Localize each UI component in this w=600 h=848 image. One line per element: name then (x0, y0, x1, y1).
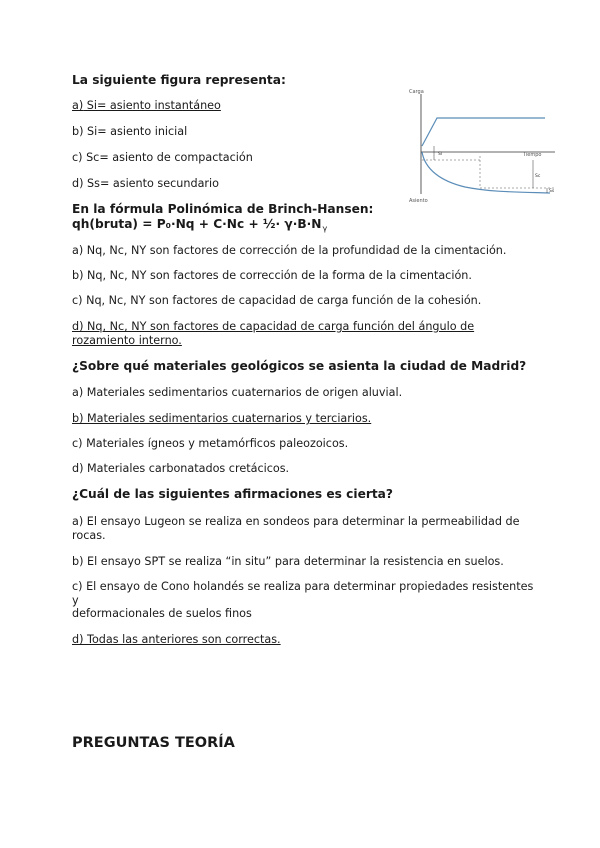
q4-option-a-line1: a) El ensayo Lugeon se realiza en sondeos para determinar la permeabilidad de (72, 515, 520, 528)
settlement-curve (422, 152, 550, 193)
q3-option-c: c) Materiales ígneos y metamórficos paleozoicos. (72, 437, 349, 450)
figure-x-label: Tiempo (523, 152, 542, 158)
si-label: Si (438, 152, 443, 157)
q4-option-c-line2: y (72, 594, 79, 607)
figure-bottom-label: Asiento (409, 198, 428, 204)
settlement-figure (405, 84, 560, 209)
q4-option-a-line2: rocas. (72, 529, 106, 542)
q4-title: ¿Cuál de las siguientes afirmaciones es cierta? (72, 487, 393, 501)
q4-option-c-line1: c) El ensayo de Cono holandés se realiza para determinar propiedades resistentes (72, 580, 534, 593)
q4-option-d: d) Todas las anteriores son correctas. (72, 633, 281, 646)
q2-formula-subscript: γ (322, 224, 328, 233)
q3-option-a: a) Materiales sedimentarios cuaternarios de origen aluvial. (72, 386, 403, 399)
q2-option-d-line1: d) Nq, Nc, NY son factores de capacidad de carga función del ángulo de (72, 320, 475, 333)
q3-option-d: d) Materiales carbonatados cretácicos. (72, 462, 290, 475)
q3-option-b: b) Materiales sedimentarios cuaternarios y terciarios. (72, 412, 372, 425)
figure-y-label: Carga (409, 89, 424, 95)
q1-option-a-prefix: a) (72, 99, 84, 112)
q3-title: ¿Sobre qué materiales geológicos se asienta la ciudad de Madrid? (72, 359, 527, 373)
q2-option-c: c) Nq, Nc, NY son factores de capacidad de carga función de la cohesión. (72, 294, 482, 307)
q1-option-c: c) Sc= asiento de compactación (72, 151, 253, 164)
q1-option-b: b) Si= asiento inicial (72, 125, 188, 138)
q2-title-line1: En la fórmula Polinómica de Brinch-Hansen: (72, 202, 374, 216)
q2-title-line2 (72, 218, 327, 235)
q4-option-c-line3: deformacionales de suelos finos (72, 607, 252, 620)
q4-option-b: b) El ensayo SPT se realiza “in situ” para determinar la resistencia en suelos. (72, 555, 504, 568)
load-curve (422, 118, 545, 146)
q1-option-a-text: Si= asiento instantáneo (83, 99, 221, 112)
q1-option-d: d) Ss= asiento secundario (72, 177, 219, 190)
q1-title: La siguiente figura representa: (72, 73, 286, 87)
section-heading: PREGUNTAS TEORÍA (72, 735, 235, 751)
sc-label: Sc (535, 174, 541, 179)
q2-option-a: a) Nq, Nc, NY son factores de corrección de la profundidad de la cimentación. (72, 244, 507, 257)
q2-formula: qh(bruta) = P₀·Nq + C·Nc + ½· γ·B·N (72, 217, 322, 231)
q2-option-b: b) Nq, Nc, NY son factores de corrección de la forma de la cimentación. (72, 269, 472, 282)
q1-option-a (72, 99, 221, 112)
q2-option-d-line2: rozamiento interno. (72, 334, 182, 347)
ss-label: Ss (549, 189, 555, 194)
